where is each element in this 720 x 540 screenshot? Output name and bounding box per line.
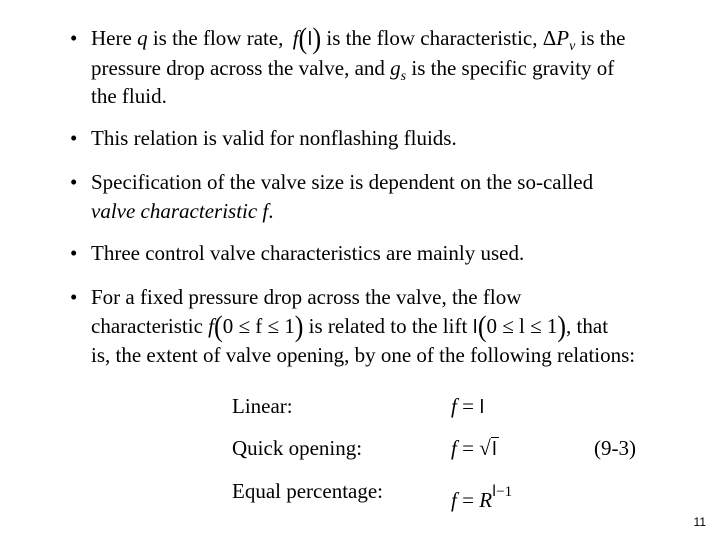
text: . — [268, 199, 274, 223]
math-lambda-condition: l(0 ≤ l ≤ 1) — [472, 309, 567, 344]
bullet-marker: • — [70, 126, 78, 150]
text: Here — [91, 26, 138, 50]
equals-sign: = — [462, 436, 474, 460]
text: is the flow rate, — [147, 26, 289, 50]
radical-sign-icon: √ — [479, 436, 491, 460]
bullet-4-line-1 — [91, 241, 524, 265]
text: the fluid. — [91, 84, 167, 108]
text: Three control valve characteristics are mainly used. — [91, 241, 525, 265]
var-f: f — [292, 26, 299, 50]
exponent-minus-one: −1 — [496, 484, 513, 500]
exponent — [492, 484, 512, 500]
text: is related to the lift — [303, 314, 473, 338]
var-f: f — [208, 314, 215, 338]
page-number: 11 — [693, 515, 706, 529]
bullet-marker: • — [70, 26, 78, 50]
text: Specification of the valve size is dependent on the so-called — [91, 170, 594, 194]
relation-label-quick-opening: Quick opening: — [232, 436, 363, 460]
var-f: f — [451, 394, 457, 418]
text: , that — [566, 314, 609, 338]
var-R: R — [479, 488, 493, 512]
math-f-lambda: f(l) — [292, 21, 322, 56]
relation-label-equal-percentage: Equal percentage: — [232, 479, 383, 503]
relation-formula-quick-opening — [451, 436, 499, 461]
relation-formula-linear — [451, 394, 484, 419]
math-delta-pv — [542, 26, 576, 54]
math-f-condition: f(0 ≤ f ≤ 1) — [208, 309, 304, 344]
relation-label-linear: Linear: — [232, 394, 293, 418]
square-root — [479, 436, 499, 461]
text: is the specific gravity of — [406, 56, 615, 80]
condition-f: 0 ≤ f ≤ 1 — [222, 314, 295, 338]
text: characteristic — [91, 314, 209, 338]
var-lambda: l — [307, 28, 313, 50]
var-lambda: l — [491, 438, 497, 460]
equals-sign: = — [462, 488, 474, 512]
bullet-3-line-1 — [91, 170, 593, 194]
relation-formula-equal-percentage — [451, 479, 512, 512]
bullet-3-line-2 — [91, 199, 274, 223]
var-q: q — [137, 26, 148, 50]
bullet-marker: • — [70, 170, 78, 194]
bullet-5-line-3 — [91, 343, 635, 367]
var-g: g — [390, 56, 401, 80]
text: For a fixed pressure drop across the valve, the flow — [91, 285, 522, 309]
var-f: f — [451, 436, 457, 460]
bullet-marker: • — [70, 241, 78, 265]
bullet-1-line-1 — [91, 21, 626, 59]
subscript-v: v — [569, 39, 576, 54]
exponent-lambda: l — [492, 482, 497, 500]
delta-symbol: Δ — [542, 26, 557, 50]
bullet-5-line-1 — [91, 285, 521, 309]
text: is, the extent of valve opening, by one of the following relations: — [91, 343, 636, 367]
italic-term: valve characteristic f — [91, 199, 269, 223]
bullet-1-line-3 — [91, 84, 167, 108]
condition-lambda: 0 ≤ l ≤ 1 — [486, 314, 558, 338]
bullet-2-line-1 — [91, 126, 457, 150]
text: pressure drop across the valve, and — [91, 56, 391, 80]
var-P: P — [556, 26, 570, 50]
text: is the flow characteristic, — [321, 26, 543, 50]
equation-number: (9-3) — [594, 436, 636, 460]
text: This relation is valid for nonflashing fluids. — [91, 126, 457, 150]
var-lambda: l — [479, 396, 485, 418]
var-lambda: l — [472, 316, 478, 338]
equals-sign: = — [462, 394, 474, 418]
bullet-1-line-2 — [91, 56, 614, 89]
subscript-s: s — [400, 69, 407, 84]
text: is the — [575, 26, 626, 50]
bullet-5-line-2 — [91, 309, 609, 344]
var-f: f — [451, 488, 457, 512]
bullet-marker: • — [70, 285, 78, 309]
